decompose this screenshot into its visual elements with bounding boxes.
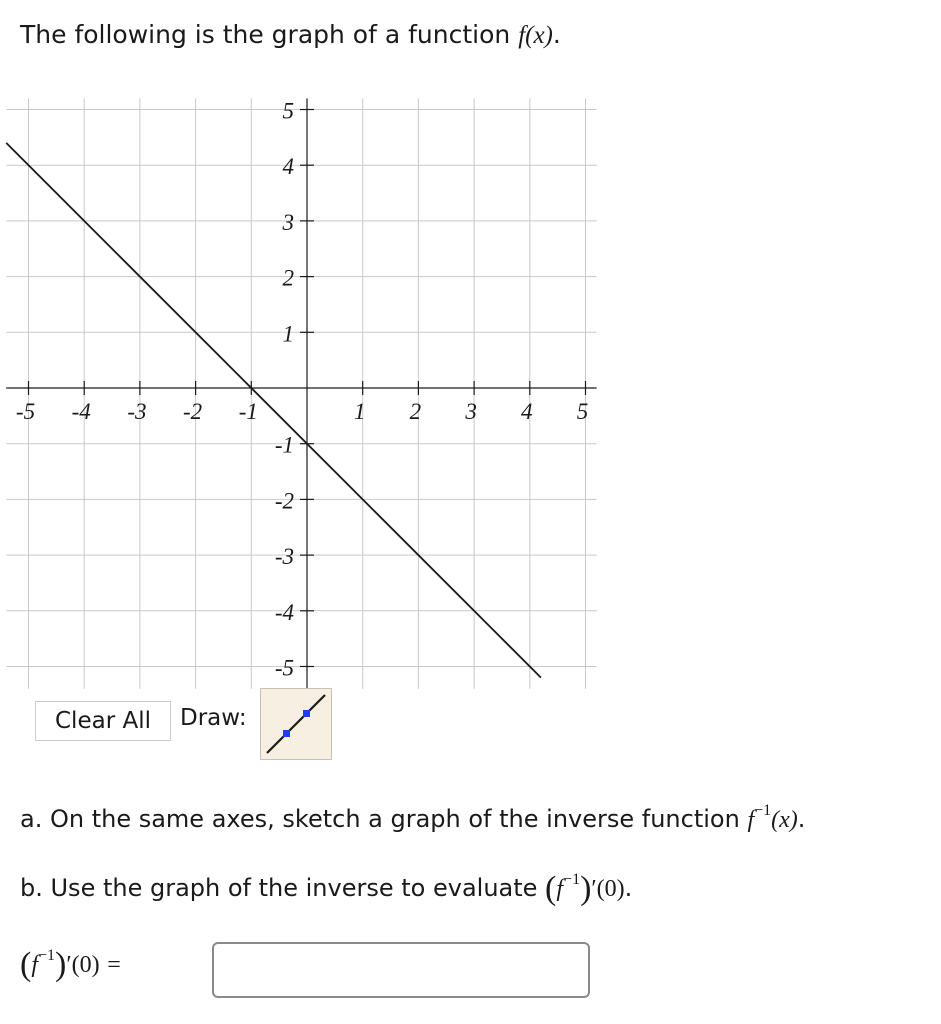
question-b-func-exponent: −1 (563, 871, 581, 888)
line-tool-icon (261, 689, 331, 759)
y-tick-label: 2 (282, 265, 294, 291)
y-tick-label: 5 (282, 98, 294, 124)
y-tick-label: 1 (282, 321, 294, 347)
line-tool-button[interactable] (260, 688, 332, 760)
answer-input[interactable] (212, 942, 590, 998)
function-graph[interactable] (0, 0, 620, 690)
intro-sentence: The following is the graph of a function (20, 20, 511, 49)
question-a-func-arg: (x) (771, 807, 798, 833)
question-b (20, 870, 632, 908)
x-tick-label: 1 (353, 399, 366, 424)
question-b-text: b. Use the graph of the inverse to evaluate (20, 874, 538, 902)
y-tick-label: -3 (274, 544, 294, 570)
intro-function: f(x) (518, 22, 553, 49)
y-tick-label: -5 (274, 655, 294, 681)
question-b-prime-arg: ′(0) (591, 876, 625, 902)
answer-prime-arg: ′(0) (66, 952, 100, 978)
x-tick-label: 4 (521, 399, 533, 424)
x-tick-label: -4 (71, 399, 91, 424)
x-tick-label: -3 (127, 399, 147, 424)
clear-all-button[interactable]: Clear All (35, 701, 171, 741)
question-b-period: . (624, 874, 633, 902)
question-b-close-paren: ) (580, 870, 592, 907)
answer-func-base: f (31, 952, 38, 978)
intro-period: . (552, 20, 561, 49)
question-a-func-base: f (747, 807, 755, 833)
x-tick-label: -1 (238, 399, 258, 424)
y-tick-label: -1 (274, 432, 294, 458)
x-tick-label: -5 (15, 399, 36, 424)
question-b-func-base: f (556, 876, 564, 902)
answer-equals: = (107, 952, 121, 978)
question-a-func-exponent: −1 (754, 802, 772, 819)
x-tick-label: 3 (465, 399, 477, 424)
answer-label (20, 946, 121, 984)
y-tick-label: -4 (274, 599, 294, 625)
x-tick-label: 5 (576, 399, 589, 424)
y-tick-label: 4 (282, 154, 294, 180)
draw-label: Draw: (180, 705, 247, 731)
x-tick-label: -2 (183, 399, 203, 424)
answer-close-paren: ) (55, 946, 67, 983)
answer-func-exponent: −1 (38, 947, 56, 964)
question-a (20, 802, 805, 834)
question-a-text: a. On the same axes, sketch a graph of the inverse function (20, 805, 740, 833)
y-tick-label: 3 (282, 209, 294, 235)
y-tick-label: -2 (274, 488, 294, 514)
answer-open-paren: ( (20, 946, 32, 983)
x-tick-label: 2 (409, 399, 422, 424)
question-b-open-paren: ( (545, 870, 557, 907)
question-a-period: . (797, 805, 806, 833)
